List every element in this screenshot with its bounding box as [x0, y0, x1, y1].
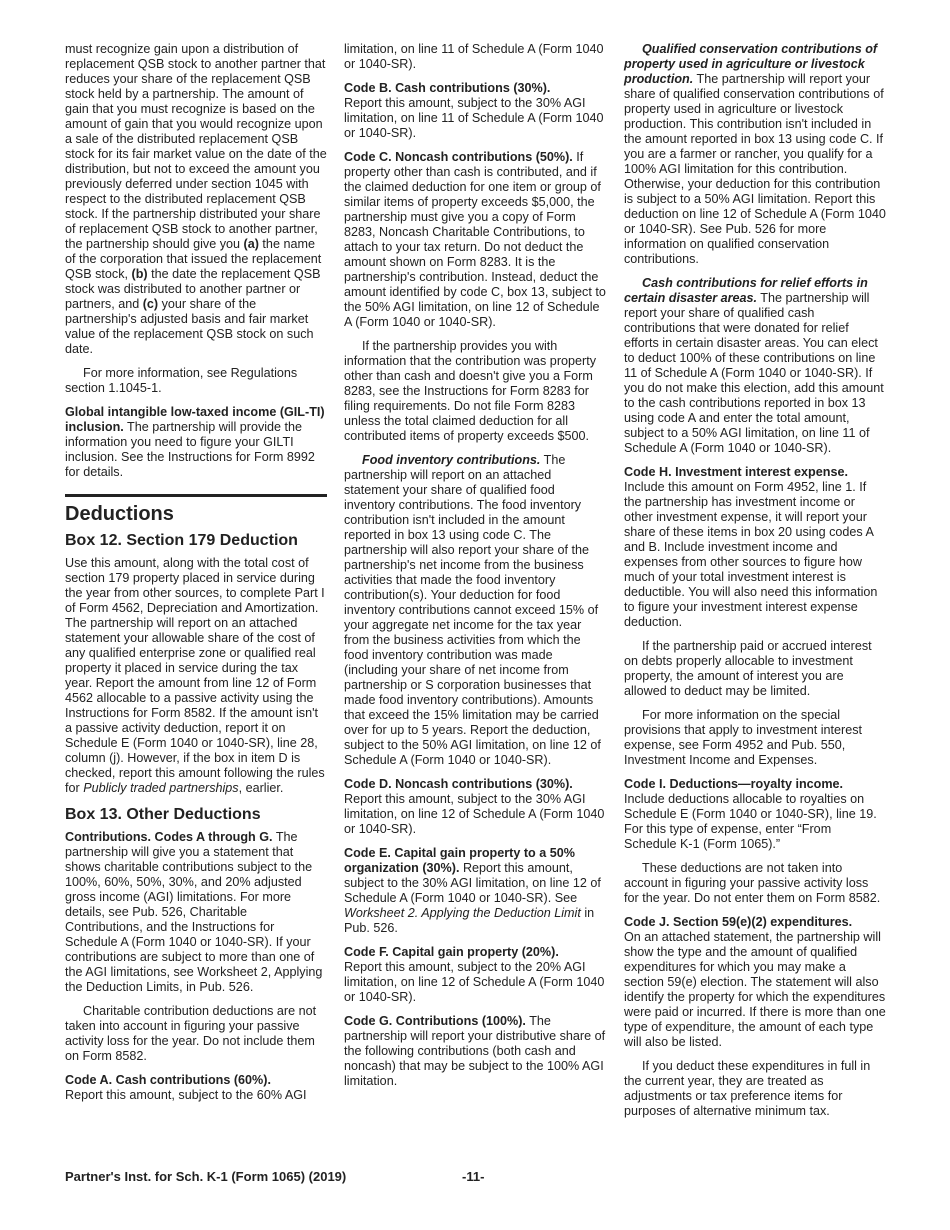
column-3 — [624, 42, 886, 1128]
investment-info-paragraph: For more information on the special provisions that apply to investment interest expense, see Form 4952 and Pub. 550, Investment Income and Expenses. — [624, 708, 863, 767]
qsb-paragraph: must recognize gain upon a distribution of replacement QSB stock to another partner that reduces your share of the replacement QSB stock held by a partnership. The amount of gain that you must recognize is based on the amount of gain that you would recognize upon a sale of the distributed replacement QSB stock for its fair market value on the date of the distribution, but not to exceed the amount you previously deferred under section 1045 with respect to the distributed replacement QSB stock. If the partnership distributed your share of replacement QSB stock to another partner, the partnership should give you (a) the name of the corporation that issued the replacement QSB stock, (b) the date the replacement QSB stock was distributed to another partner or partners, and (c) your share of the partnership's adjusted basis and fair market value of the replacement QSB stock on such date. — [65, 42, 327, 356]
code-i-paragraph: Code I. Deductions—royalty income. Include deductions allocable to royalties on Schedule E (Form 1040 or 1040-SR), line 19. For this type of expense, enter “From Schedule K-1 (Form 1065).” — [624, 777, 877, 851]
amt-paragraph: If you deduct these expenditures in full in the current year, they are treated as adjustments or tax preference items for purposes of alternative minimum tax. — [624, 1059, 871, 1118]
column-1 — [65, 42, 327, 1112]
form-8283-paragraph: If the partnership provides you with information that the contribution was property other than cash and doesn't give you a Form 8283, see the Instructions for Form 8283 for filing requirements. Do not file Form 8283 unless the total claimed deduction for all contributed items of property exceeds $500. — [344, 339, 597, 443]
code-g-paragraph: Code G. Contributions (100%). The partnership will report your distributive share of the following contributions (both cash and noncash) that may be subject to the 100% AGI limitation. — [344, 1014, 606, 1088]
code-d-paragraph: Code D. Noncash contributions (30%). Report this amount, subject to the 30% AGI limitation, on line 12 of Schedule A (Form 1040 or 1040-SR). — [344, 777, 605, 836]
box12-paragraph: Use this amount, along with the total cost of section 179 property placed in service during the year from other sources, to complete Part I of Form 4562, Depreciation and Amortization. The partnership will report on an attached statement your allowable share of the cost of any qualified enterprise zone or qualified real property it placed in service during the tax year. Report the amount from line 12 of Form 4562 allocable to a passive activity using the Instructions for Form 8582. If the amount isn't a passive activity deduction, report it on Schedule E (Form 1040 or 1040-SR), line 28, column (j). However, if the box in item D is checked, report this amount following the rules for Publicly traded partnerships, earlier. — [65, 556, 325, 795]
box12-heading: Box 12. Section 179 Deduction — [65, 532, 298, 549]
qualified-conservation-paragraph: Qualified conservation contributions of property used in agriculture or livestock production. The partnership will report your share of qualified conservation contributions of property used in agriculture or livestock production. This contribution isn't included in the amount reported in box 13 using code C. If you are a farmer or rancher, you qualify for a 100% AGI limitation for this contribution. Otherwise, your deduction for this contribution is subject to a 50% AGI limitation. Report this deduction on line 12 of Schedule A (Form 1040 or 1040-SR). See Pub. 526 for more information on qualified conservation contributions. — [624, 42, 886, 266]
code-a-continued: limitation, on line 11 of Schedule A (Form 1040 or 1040-SR). — [344, 42, 604, 71]
gilti-paragraph: Global intangible low-taxed income (GIL-TI) inclusion. The partnership will provide the information you need to figure your GILTI inclusion. See the Instructions for Form 8992 for details. — [65, 405, 325, 479]
code-a-paragraph: Code A. Cash contributions (60%). Report this amount, subject to the 60% AGI — [65, 1073, 307, 1102]
royalty-passive-paragraph: These deductions are not taken into account in figuring your passive activity loss for the year. Do not enter them on Form 8582. — [624, 861, 881, 905]
code-f-paragraph: Code F. Capital gain property (20%). Report this amount, subject to the 20% AGI limitation, on line 12 of Schedule A (Form 1040 or 1040-SR). — [344, 945, 605, 1004]
regulations-paragraph: For more information, see Regulations section 1.1045-1. — [65, 366, 298, 395]
page-footer — [65, 1169, 887, 1184]
code-b-paragraph: Code B. Cash contributions (30%). Report this amount, subject to the 30% AGI limitation, on line 11 of Schedule A (Form 1040 or 1040-SR). — [344, 81, 604, 140]
food-inventory-paragraph: Food inventory contributions. The partnership will report on an attached statement your share of qualified food inventory contributions. The food inventory contribution isn't included in the amount reported in box 13 using code C. The partnership will also report your share of the partnership's net income from the business activities that made the food inventory contribution(s). Your deduction for food inventory contributions cannot exceed 15% of your aggregate net income for the tax year from the business activities from which the food inventory contribution was made (including your share of net income from partnership or S corporation businesses that made food inventory contributions). Amounts that exceed the 15% limitation may be carried over for up to 5 years. Report the deduction, subject to the 50% AGI limitation, on line 12 of Schedule A (Form 1040 or 1040-SR). — [344, 453, 601, 767]
code-j-paragraph: Code J. Section 59(e)(2) expenditures. On an attached statement, the partnership will show the type and the amount of qualified expenditures for which you may make a section 59(e) election. The statement will also identify the property for which the expenditures were paid or incurred. If there is more than one type of expenditure, the amount of each type will also be listed. — [624, 915, 886, 1049]
deductions-heading: Deductions — [65, 503, 174, 525]
interest-paragraph: If the partnership paid or accrued interest on debts properly allocable to investment property, the amount of interest you are allowed to deduct may be limited. — [624, 639, 872, 698]
code-e-paragraph: Code E. Capital gain property to a 50% organization (30%). Report this amount, subject to the 30% AGI limitation, on line 12 of Schedule A (Form 1040 or 1040-SR). See Worksheet 2. Applying the Deduction Limit in Pub. 526. — [344, 846, 601, 935]
column-2 — [344, 42, 606, 1098]
code-h-paragraph: Code H. Investment interest expense. Include this amount on Form 4952, line 1. If the partnership has investment income or other investment expense, it will report your share of these items in box 20 using codes A and B. Include investment income and expenses from other sources to figure how much of your total investment interest is deductible. You will also need this information to figure your investment interest expense deduction. — [624, 465, 878, 629]
box13-heading: Box 13. Other Deductions — [65, 806, 261, 823]
code-c-paragraph: Code C. Noncash contributions (50%). If property other than cash is contributed, and if the claimed deduction for one item or group of similar items of property exceeds $5,000, the partnership must give you a copy of Form 8283, Noncash Charitable Contributions, to attach to your tax return. Do not deduct the amount shown on Form 8283. It is the partnership's contribution. Instead, deduct the amount identified by code C, box 13, subject to the 50% AGI limitation, on line 12 of Schedule A (Form 1040 or 1040-SR). — [344, 150, 606, 329]
page-number: -11- — [462, 1169, 485, 1184]
contributions-paragraph: Contributions. Codes A through G. The partnership will give you a statement that shows charitable contributions subject to the 100%, 60%, 50%, 30%, and 20% adjusted gross income (AGI) limitations. For more details, see Pub. 526, Charitable Contributions, and the Instructions for Schedule A (Form 1040 or 1040-SR). If your contributions are subject to more than one of the AGI limitations, see Worksheet 2, Applying the Deduction Limits, in Pub. 526. — [65, 830, 323, 994]
charitable-paragraph: Charitable contribution deductions are not taken into account in figuring your passive activity loss for the year. Do not include them on Form 8582. — [65, 1004, 317, 1063]
disaster-relief-paragraph: Cash contributions for relief efforts in certain disaster areas. The partnership will report your share of qualified cash contributions that were donated for relief efforts in certain disaster areas. You can elect to deduct 100% of these contributions on line 11 of Schedule A (Form 1040 or 1040-SR). If you do not make this election, add this amount to the cash contributions reported in box 13 using code A and enter the total amount, subject to a 50% AGI limitation, on line 11 of Schedule A (Form 1040 or 1040-SR). — [624, 276, 884, 455]
section-divider — [65, 494, 327, 497]
footer-title: Partner's Inst. for Sch. K-1 (Form 1065) (2019) — [65, 1169, 347, 1184]
